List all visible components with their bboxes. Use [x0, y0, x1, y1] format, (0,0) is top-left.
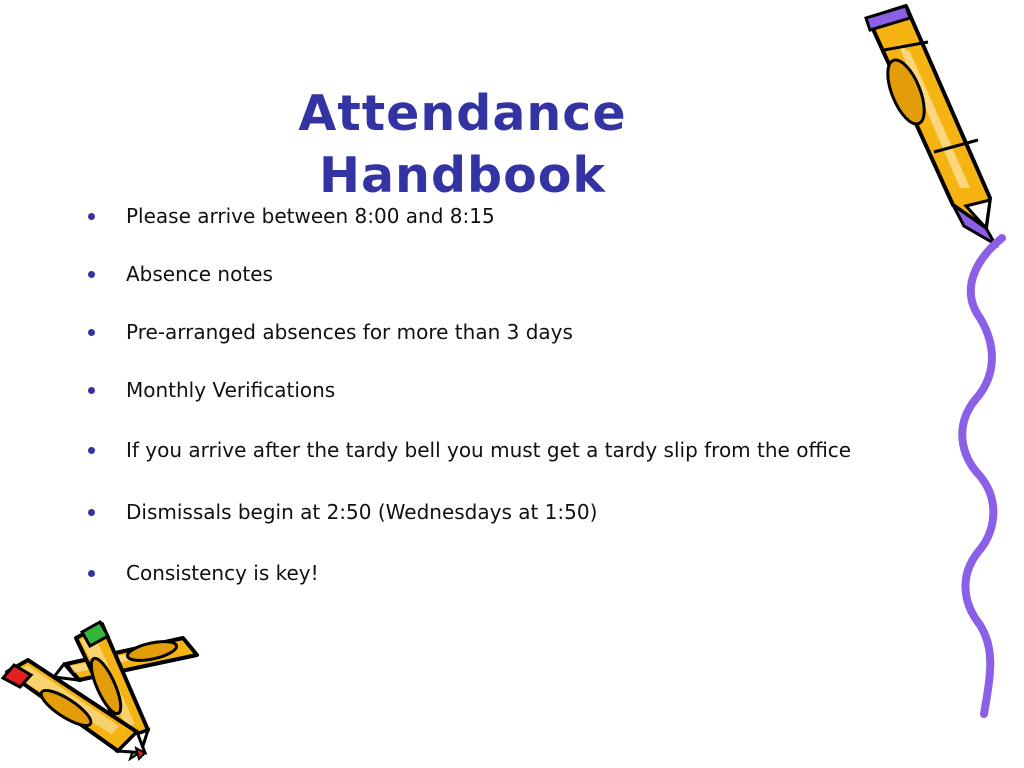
bullet-item — [88, 320, 908, 344]
bullet-icon — [88, 271, 95, 278]
bullet-item — [88, 561, 908, 585]
bullet-item — [88, 378, 908, 402]
bullet-icon — [88, 329, 95, 336]
bullet-text: Absence notes — [126, 262, 273, 286]
bullet-text: If you arrive after the tardy bell you must get a tardy slip from the office — [126, 438, 852, 462]
bullet-item — [88, 204, 908, 228]
squiggle-ribbon-icon — [940, 230, 1015, 720]
slide-title — [190, 83, 735, 207]
bullet-item — [88, 500, 908, 524]
bullet-list — [88, 204, 908, 585]
bullet-text: Pre-arranged absences for more than 3 days — [126, 320, 573, 344]
bullet-icon — [88, 509, 95, 516]
bullet-icon — [88, 570, 95, 577]
bullet-item — [88, 438, 908, 462]
bullet-text: Please arrive between 8:00 and 8:15 — [126, 204, 495, 228]
bullet-text: Monthly Verifications — [126, 378, 336, 402]
bullet-icon — [88, 387, 95, 394]
crossed-pencils-icon — [0, 620, 205, 760]
bullet-item — [88, 262, 908, 286]
title-line-1: Attendance — [298, 84, 627, 142]
bullet-text: Dismissals begin at 2:50 (Wednesdays at 1:50) — [126, 500, 598, 524]
pencil-icon — [858, 0, 1008, 248]
bullet-text: Consistency is key! — [126, 561, 319, 585]
bullet-icon — [88, 447, 95, 454]
bullet-icon — [88, 213, 95, 220]
title-line-2: Handbook — [318, 146, 607, 204]
